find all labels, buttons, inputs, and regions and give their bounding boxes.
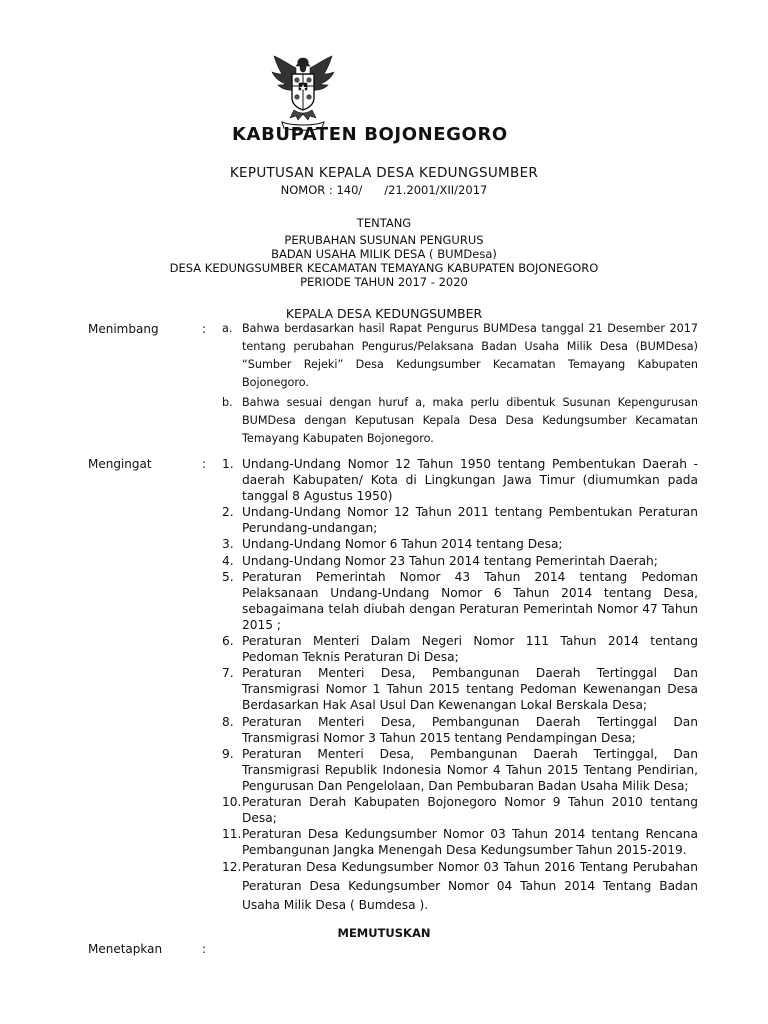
item-text: Peraturan Desa Kedungsumber Nomor 03 Tahun 2014 tentang Rencana Pembangunan Jangka Menengah Desa Kedungsumber Tahun 2015-2019. [242,827,698,858]
item-marker: 10. [222,794,242,809]
remembering-colon: : [202,457,207,471]
item-text: Bahwa berdasarkan hasil Rapat Pengurus BUMDesa tanggal 21 Desember 2017 tentang perubahan Pengurus/Pelaksana Badan Usaha Milik Desa (BUMDesa) “Sumber Rejeki” Desa Kedungsumber Kecamatan Temayang Kabupaten Bojonegoro. [242,322,698,389]
determining-colon: : [202,942,207,956]
determining-label: Menetapkan [88,942,163,956]
decree-title: KEPUTUSAN KEPALA DESA KEDUNGSUMBER [229,165,539,181]
item-text: Undang-Undang Nomor 23 Tahun 2014 tentang Pemerintah Daerah; [242,553,658,568]
decision-heading: MEMUTUSKAN [337,926,431,940]
item-text: Undang-Undang Nomor 12 Tahun 1950 tentang Pembentukan Daerah - daerah Kabupaten/ Kota di Lingkungan Jawa Timur (diumumkan pada tanggal 8 Agustus 1950) [242,457,698,504]
decree-number: NOMOR : 140/ /21.2001/XII/2017 [280,183,488,197]
item-text: Undang-Undang Nomor 12 Tahun 2011 tentang Pembentukan Peraturan Perundang-undangan; [242,505,698,536]
considering-colon: : [202,322,207,336]
item-text: Peraturan Derah Kabupaten Bojonegoro Nomor 9 Tahun 2010 tentang Desa; [242,794,698,826]
subject-line: PERIODE TAHUN 2017 - 2020 [300,275,468,289]
reference-item [222,504,698,536]
subject-line: PERUBAHAN SUSUNAN PENGURUS [284,233,484,247]
reference-item [222,858,698,915]
reference-item [222,794,698,826]
reference-item [222,746,698,794]
garuda-emblem-icon [266,52,340,132]
reference-item [222,569,698,633]
remembering-label: Mengingat [88,457,152,471]
item-marker: 5. [222,569,234,584]
considering-label: Menimbang [88,322,159,336]
item-marker: 8. [222,714,234,729]
item-text: Peraturan Menteri Desa, Pembangunan Daerah Tertinggal, Dan Transmigrasi Republik Indonesia Nomor 4 Tahun 2015 Tentang Pendirian, Pengurusan Dan Pengelolaan, Dan Pembubaran Badan Usaha Milik Desa; [242,746,698,793]
reference-item [222,633,698,665]
considering-item [222,320,698,392]
item-marker: a. [222,322,233,335]
issuer-heading: KEPALA DESA KEDUNGSUMBER [285,306,483,321]
item-text: Peraturan Menteri Desa, Pembangunan Daerah Tertinggal Dan Transmigrasi Nomor 3 Tahun 2015 tentang Pendampingan Desa; [242,714,698,745]
item-text: Peraturan Pemerintah Nomor 43 Tahun 2014 tentang Pedoman Pelaksanaan Undang-Undang Nomor 6 Tahun 2014 tentang Desa, sebagaimana telah diubah dengan Peraturan Pemerintah Nomor 47 Tahun 2015 ; [242,569,698,632]
subject-intro: TENTANG [356,216,412,230]
considering-list [222,320,698,450]
item-text: Undang-Undang Nomor 6 Tahun 2014 tentang Desa; [242,537,563,552]
item-marker: 4. [222,553,234,568]
subject-line: DESA KEDUNGSUMBER KECAMATAN TEMAYANG KABUPATEN BOJONEGORO [169,261,599,275]
reference-item [222,536,698,552]
item-text: Peraturan Menteri Dalam Negeri Nomor 111 Tahun 2014 tentang Pedoman Teknis Peraturan Di Desa; [242,634,698,665]
considering-item [222,394,698,448]
remembering-list [222,456,698,915]
item-marker: 6. [222,634,234,649]
item-text: Peraturan Menteri Desa, Pembangunan Daerah Tertinggal Dan Transmigrasi Nomor 1 Tahun 2015 tentang Pedoman Kewenangan Desa Berdasarkan Hak Asal Usul Dan Kewenangan Lokal Berskala Desa; [242,666,698,713]
reference-item [222,456,698,504]
item-marker: 1. [222,457,234,471]
item-marker: 7. [222,666,234,681]
item-text: Bahwa sesuai dengan huruf a, maka perlu dibentuk Susunan Kepengurusan BUMDesa dengan Keputusan Kepala Desa Desa Kedungsumber Kecamatan Temayang Kabupaten Bojonegoro. [242,396,698,445]
reference-item [222,553,698,569]
reference-item [222,826,698,858]
subject-line: BADAN USAHA MILIK DESA ( BUMDesa) [271,247,497,261]
item-marker: 11. [222,827,242,842]
regency-heading: KABUPATEN BOJONEGORO [232,124,508,145]
item-marker: 12. [222,860,242,875]
item-text: Peraturan Desa Kedungsumber Nomor 03 Tahun 2016 Tentang Perubahan Peraturan Desa Kedungsumber Nomor 04 Tahun 2014 Tentang Badan Usaha Milik Desa ( Bumdesa ). [242,860,698,913]
reference-item [222,714,698,746]
item-marker: b. [222,396,233,409]
item-marker: 9. [222,746,234,761]
reference-item [222,665,698,713]
item-marker: 3. [222,537,234,552]
item-marker: 2. [222,505,234,520]
